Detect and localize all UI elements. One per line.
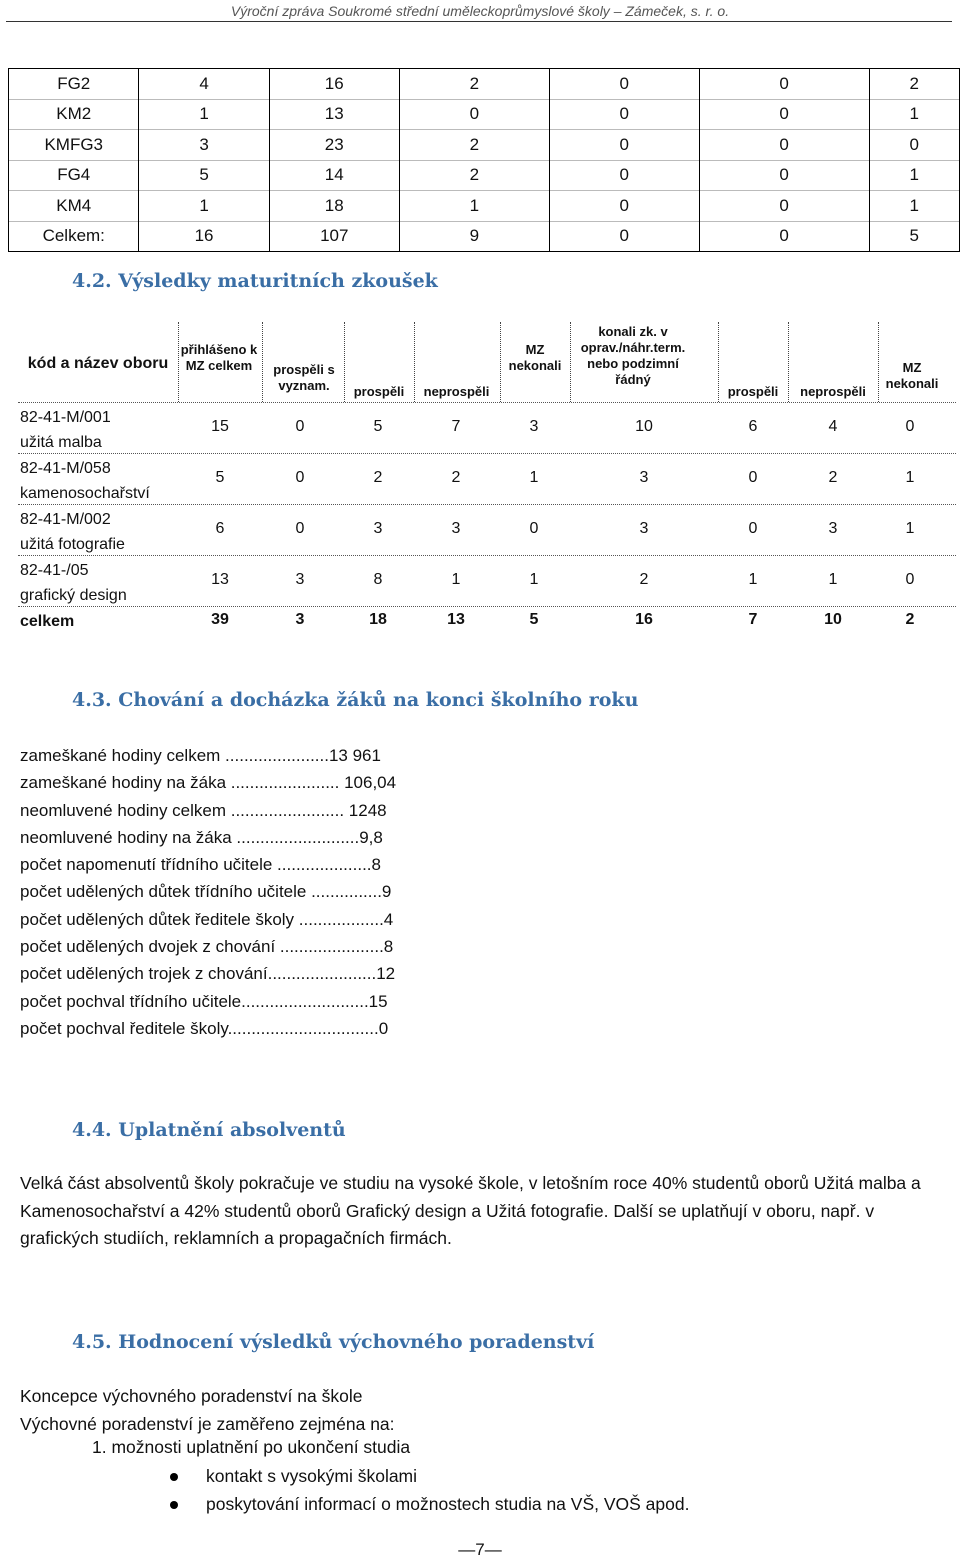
table-cell: 0 <box>748 520 758 537</box>
table-cell: 3 <box>295 571 305 588</box>
row-name: grafický design <box>20 587 127 604</box>
table-cell: 1 <box>139 99 269 130</box>
table-cell: 5 <box>215 469 225 486</box>
table-cell: 9 <box>399 221 549 252</box>
numbered-item: 1. možnosti uplatnění po ukončení studia <box>92 1437 411 1457</box>
col-header-neprospeli-2: neprospěli <box>800 384 866 399</box>
attendance-item: počet udělených důtek třídního učitele ...............9 <box>20 882 392 902</box>
section-heading-45: 4.5. Hodnocení výsledků výchovného poradenství <box>72 1331 595 1353</box>
bullet-icon <box>170 1501 178 1509</box>
table-cell: 3 <box>373 520 383 537</box>
table-cell: 0 <box>549 99 699 130</box>
table-cell: 13 <box>211 571 229 588</box>
table-cell: 0 <box>549 160 699 191</box>
table-cell: 2 <box>869 69 959 100</box>
counseling-intro <box>20 1383 395 1438</box>
bullet-icon <box>170 1473 178 1481</box>
table-cell: 5 <box>869 221 959 252</box>
table-cell: 16 <box>139 221 269 252</box>
table-cell: 18 <box>269 191 399 222</box>
table-cell: 16 <box>269 69 399 100</box>
page-number: —7— <box>458 1540 502 1559</box>
table-cell: 1 <box>451 571 461 588</box>
table-row <box>9 221 960 252</box>
table-cell: 13 <box>269 99 399 130</box>
col-header-konali-zk: konali zk. v oprav./náhr.term. nebo podzimní řádný <box>580 324 686 387</box>
col-header-mz-nekonali: MZ nekonali <box>508 342 562 373</box>
table-cell: 2 <box>399 130 549 161</box>
table-cell: 18 <box>369 611 387 628</box>
table-cell: 2 <box>905 611 915 628</box>
class-results-table <box>8 68 960 252</box>
section-heading-44: 4.4. Uplatnění absolventů <box>72 1119 346 1141</box>
table-cell: 0 <box>699 191 869 222</box>
table-row <box>9 160 960 191</box>
table-cell: 8 <box>373 571 383 588</box>
zamereno-line: Výchovné poradenství je zaměřeno zejména na: <box>20 1413 395 1434</box>
table-cell: 1 <box>139 191 269 222</box>
table-cell: 6 <box>215 520 225 537</box>
table-cell: 39 <box>211 611 229 628</box>
table-cell: 1 <box>529 469 539 486</box>
table-row-total <box>18 606 956 637</box>
attendance-item: počet udělených trojek z chování.......................12 <box>20 964 396 984</box>
table-cell: 0 <box>295 520 305 537</box>
table-cell: 1 <box>869 160 959 191</box>
table-cell: 1 <box>905 469 915 486</box>
table-cell: KMFG3 <box>9 130 139 161</box>
table-cell: 2 <box>451 469 461 486</box>
table-cell: 15 <box>211 418 229 435</box>
table-cell: 107 <box>269 221 399 252</box>
row-name: užitá fotografie <box>20 536 125 553</box>
table-cell: 3 <box>828 520 838 537</box>
table-cell: KM4 <box>9 191 139 222</box>
table-cell: 0 <box>699 69 869 100</box>
table-cell: 0 <box>399 99 549 130</box>
koncepce-line: Koncepce výchovného poradenství na škole <box>20 1386 363 1406</box>
table-cell: 2 <box>639 571 649 588</box>
table-cell: 4 <box>828 418 838 435</box>
bullet-item: poskytování informací o možnostech studia na VŠ, VOŠ apod. <box>170 1494 689 1515</box>
header-divider <box>6 21 952 22</box>
row-name: užitá malba <box>20 434 102 451</box>
section-heading-43: 4.3. Chování a docházka žáků na konci školního roku <box>72 689 639 711</box>
section-heading-42: 4.2. Výsledky maturitních zkoušek <box>72 270 438 292</box>
table-cell: FG4 <box>9 160 139 191</box>
table-cell: 1 <box>828 571 838 588</box>
table-cell: 23 <box>269 130 399 161</box>
row-code: 82-41-/05 <box>20 562 89 579</box>
table-row <box>9 99 960 130</box>
table-cell: 16 <box>635 611 653 628</box>
table-cell: 0 <box>549 130 699 161</box>
table-cell: 2 <box>828 469 838 486</box>
row-code: 82-41-M/058 <box>20 460 111 477</box>
table-cell: 2 <box>373 469 383 486</box>
table-row <box>9 69 960 100</box>
table-cell: Celkem: <box>9 221 139 252</box>
table-row <box>18 555 956 607</box>
page-header: Výroční zpráva Soukromé střední uměleckoprůmyslové školy – Zámeček, s. r. o. <box>230 3 730 19</box>
table-cell: 3 <box>295 611 305 628</box>
row-code: 82-41-M/002 <box>20 511 111 528</box>
col-header-prospeli-2: prospěli <box>727 384 779 399</box>
table-cell: 1 <box>905 520 915 537</box>
row-label <box>20 456 150 506</box>
row-label <box>20 507 125 557</box>
table-cell: 13 <box>447 611 465 628</box>
table-cell: 3 <box>639 469 649 486</box>
table-cell: 0 <box>699 99 869 130</box>
table-cell: 0 <box>699 221 869 252</box>
table-cell: 0 <box>549 221 699 252</box>
table-cell: 0 <box>549 191 699 222</box>
table-row <box>18 402 956 454</box>
table-cell: 1 <box>869 99 959 130</box>
table-cell: 0 <box>549 69 699 100</box>
attendance-item: neomluvené hodiny celkem ........................ 1248 <box>20 800 387 820</box>
table-cell: FG2 <box>9 69 139 100</box>
col-header-prihlaseno: přihlášeno k MZ celkem <box>180 342 258 373</box>
table-cell: 3 <box>139 130 269 161</box>
table-cell: 5 <box>529 611 539 628</box>
table-cell: 0 <box>905 418 915 435</box>
col-header-mz-nekonali-2: MZ nekonali <box>885 360 939 391</box>
table-cell: 10 <box>635 418 653 435</box>
attendance-item: neomluvené hodiny na žáka ..........................9,8 <box>20 827 383 847</box>
attendance-item: počet pochval třídního učitele...........................15 <box>20 991 388 1011</box>
table-cell: 3 <box>639 520 649 537</box>
table-cell: 0 <box>295 418 305 435</box>
table-cell: 10 <box>824 611 842 628</box>
table-cell: 0 <box>529 520 539 537</box>
attendance-item: počet udělených důtek ředitele školy ..................4 <box>20 909 394 929</box>
attendance-item: počet napomenutí třídního učitele ....................8 <box>20 855 381 875</box>
table-row <box>18 453 956 505</box>
bullet-item: kontakt s vysokými školami <box>170 1466 417 1487</box>
attendance-item: zameškané hodiny celkem ......................13 961 <box>20 746 381 765</box>
col-header-prospeli-vyznam: prospěli s vyznam. <box>273 362 335 393</box>
row-code: 82-41-M/001 <box>20 409 111 426</box>
attendance-item: počet udělených dvojek z chování ......................8 <box>20 937 394 957</box>
col-header-prospeli: prospěli <box>353 384 405 399</box>
row-label <box>20 558 127 608</box>
table-cell: 4 <box>139 69 269 100</box>
col-header-neprospeli: neprospěli <box>423 384 490 399</box>
attendance-list <box>20 742 396 1042</box>
table-cell: 0 <box>905 571 915 588</box>
table-cell: KM2 <box>9 99 139 130</box>
table-row <box>9 130 960 161</box>
table-cell: 3 <box>529 418 539 435</box>
table-cell: 0 <box>748 469 758 486</box>
table-cell: 6 <box>748 418 758 435</box>
table-cell: 3 <box>451 520 461 537</box>
table-row <box>9 191 960 222</box>
table-row <box>18 504 956 556</box>
table-cell: 0 <box>699 160 869 191</box>
table-cell: 1 <box>529 571 539 588</box>
row-label <box>20 405 111 455</box>
table-cell: 14 <box>269 160 399 191</box>
col-header-kod: kód a název oboru <box>27 355 169 372</box>
table-cell: 1 <box>399 191 549 222</box>
graduates-paragraph: Velká část absolventů školy pokračuje ve studiu na vysoké škole, v letošním roce 40% studentů oborů Užitá malba a Kamenosochařství a 42% studentů oborů Grafický design a Užitá fotografie. Další se uplatňují v oboru, např. v grafických studiích, reklamních a propagačních firmách. <box>20 1173 921 1248</box>
table-cell: 0 <box>699 130 869 161</box>
table-cell: 1 <box>869 191 959 222</box>
table-cell: 0 <box>869 130 959 161</box>
table-cell: 1 <box>748 571 758 588</box>
table-cell: 5 <box>139 160 269 191</box>
row-name: kamenosochařství <box>20 485 150 502</box>
table-cell: 7 <box>451 418 461 435</box>
attendance-item: počet pochval ředitele školy................................0 <box>20 1018 389 1038</box>
table-cell: 2 <box>399 160 549 191</box>
table-cell: 2 <box>399 69 549 100</box>
total-label: celkem <box>20 613 75 630</box>
table-cell: 5 <box>373 418 383 435</box>
table-cell: 7 <box>748 611 758 628</box>
attendance-item: zameškané hodiny na žáka ....................... 106,04 <box>20 773 397 793</box>
table-cell: 0 <box>295 469 305 486</box>
